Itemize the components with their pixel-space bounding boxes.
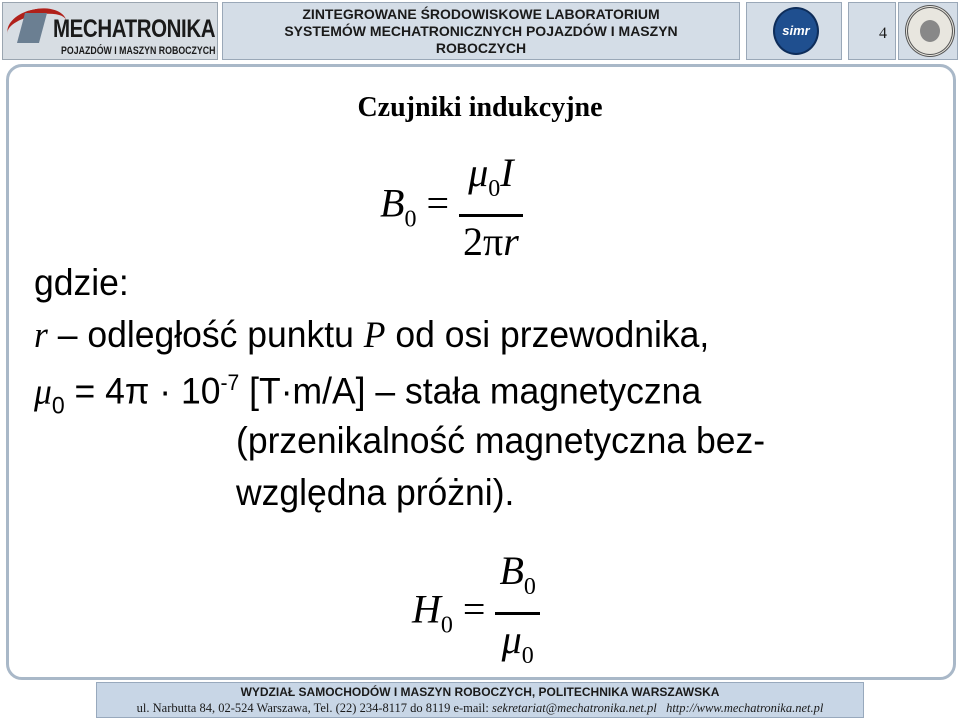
eq2-lhs: H: [412, 586, 441, 632]
header: [0, 0, 960, 64]
page-number: 4: [879, 25, 887, 42]
def2-exp: -7: [220, 370, 240, 395]
slide-title: Czujniki indukcyjne: [357, 92, 603, 123]
def2-sub: 0: [51, 392, 65, 420]
eq1-denominator: [459, 217, 523, 265]
equation-b0: [380, 150, 523, 265]
eq1-num-var: I: [500, 150, 514, 195]
footer-address: ul. Narbutta 84, 02-524 Warszawa, Tel. (22) 234-8117 do 8119 e-mail:: [136, 701, 492, 715]
where-label: gdzie:: [34, 262, 129, 303]
eq1-num-sub: 0: [488, 176, 501, 202]
simr-logo: [746, 2, 842, 60]
logo-name: MECHATRONIKA: [53, 15, 216, 43]
def2-var: μ: [34, 371, 52, 413]
definition-mu0-line-2: (przenikalność magnetyczna bez-: [236, 420, 766, 461]
eq2-fraction: [495, 548, 539, 679]
logo-subtitle: POJAZDÓW I MASZYN ROBOCZYCH: [61, 45, 216, 57]
eq1-numerator: [459, 150, 523, 217]
eq2-den-sub: 0: [521, 643, 534, 669]
eq2-den-var: μ: [501, 617, 522, 662]
eq1-num-mu: μ: [468, 150, 489, 195]
lab-title: [222, 2, 740, 60]
mechatronika-logo: [2, 2, 218, 60]
eq1-den-const: 2π: [463, 219, 504, 264]
def1-point: P: [363, 315, 386, 356]
lab-title-line-1: ZINTEGROWANE ŚRODOWISKOWE LABORATORIUM: [302, 5, 660, 22]
simr-logo-text: simr: [782, 23, 810, 38]
def2-eq: = 4π · 10: [64, 370, 221, 412]
eq1-lhs: B: [380, 180, 405, 226]
footer-faculty: WYDZIAŁ SAMOCHODÓW I MASZYN ROBOCZYCH, POLITECHNIKA WARSZAWSKA: [240, 685, 720, 699]
university-seal: [898, 2, 958, 60]
footer: [96, 682, 864, 718]
definition-mu0-line-3: względna próżni).: [236, 472, 515, 513]
lab-title-line-3: ROBOCZYCH: [435, 39, 527, 56]
eq1-lhs-sub: 0: [404, 206, 417, 233]
definition-r: [34, 314, 709, 357]
eq2-equals: =: [462, 586, 486, 632]
equation-h0: [412, 548, 540, 679]
eq1-den-var: r: [503, 219, 519, 264]
eq1-fraction: [459, 150, 523, 265]
lab-title-line-2: SYSTEMÓW MECHATRONICZNYCH POJAZDÓW I MASZYN: [284, 22, 678, 39]
eq2-lhs-sub: 0: [440, 612, 453, 639]
eq1-equals: =: [426, 180, 449, 226]
eq2-denominator: [495, 615, 539, 679]
footer-website-link[interactable]: http://www.mechatronika.net.pl: [666, 701, 824, 715]
def1-tail: od osi przewodnika,: [385, 314, 710, 355]
eq2-num-var: B: [499, 548, 524, 593]
eq2-num-sub: 0: [523, 574, 536, 600]
footer-contact: [97, 700, 863, 716]
definition-mu0: [34, 370, 701, 420]
page-number-box: [848, 2, 896, 60]
footer-email-link[interactable]: sekretariat@mechatronika.net.pl: [491, 701, 657, 715]
def1-text: – odległość punktu: [47, 314, 364, 355]
eq2-numerator: [495, 548, 539, 615]
def2-tail: [T·m/A] – stała magnetyczna: [239, 370, 702, 412]
def1-var: r: [34, 315, 48, 356]
simr-logo-icon: [773, 7, 819, 55]
university-seal-icon: [905, 5, 955, 57]
